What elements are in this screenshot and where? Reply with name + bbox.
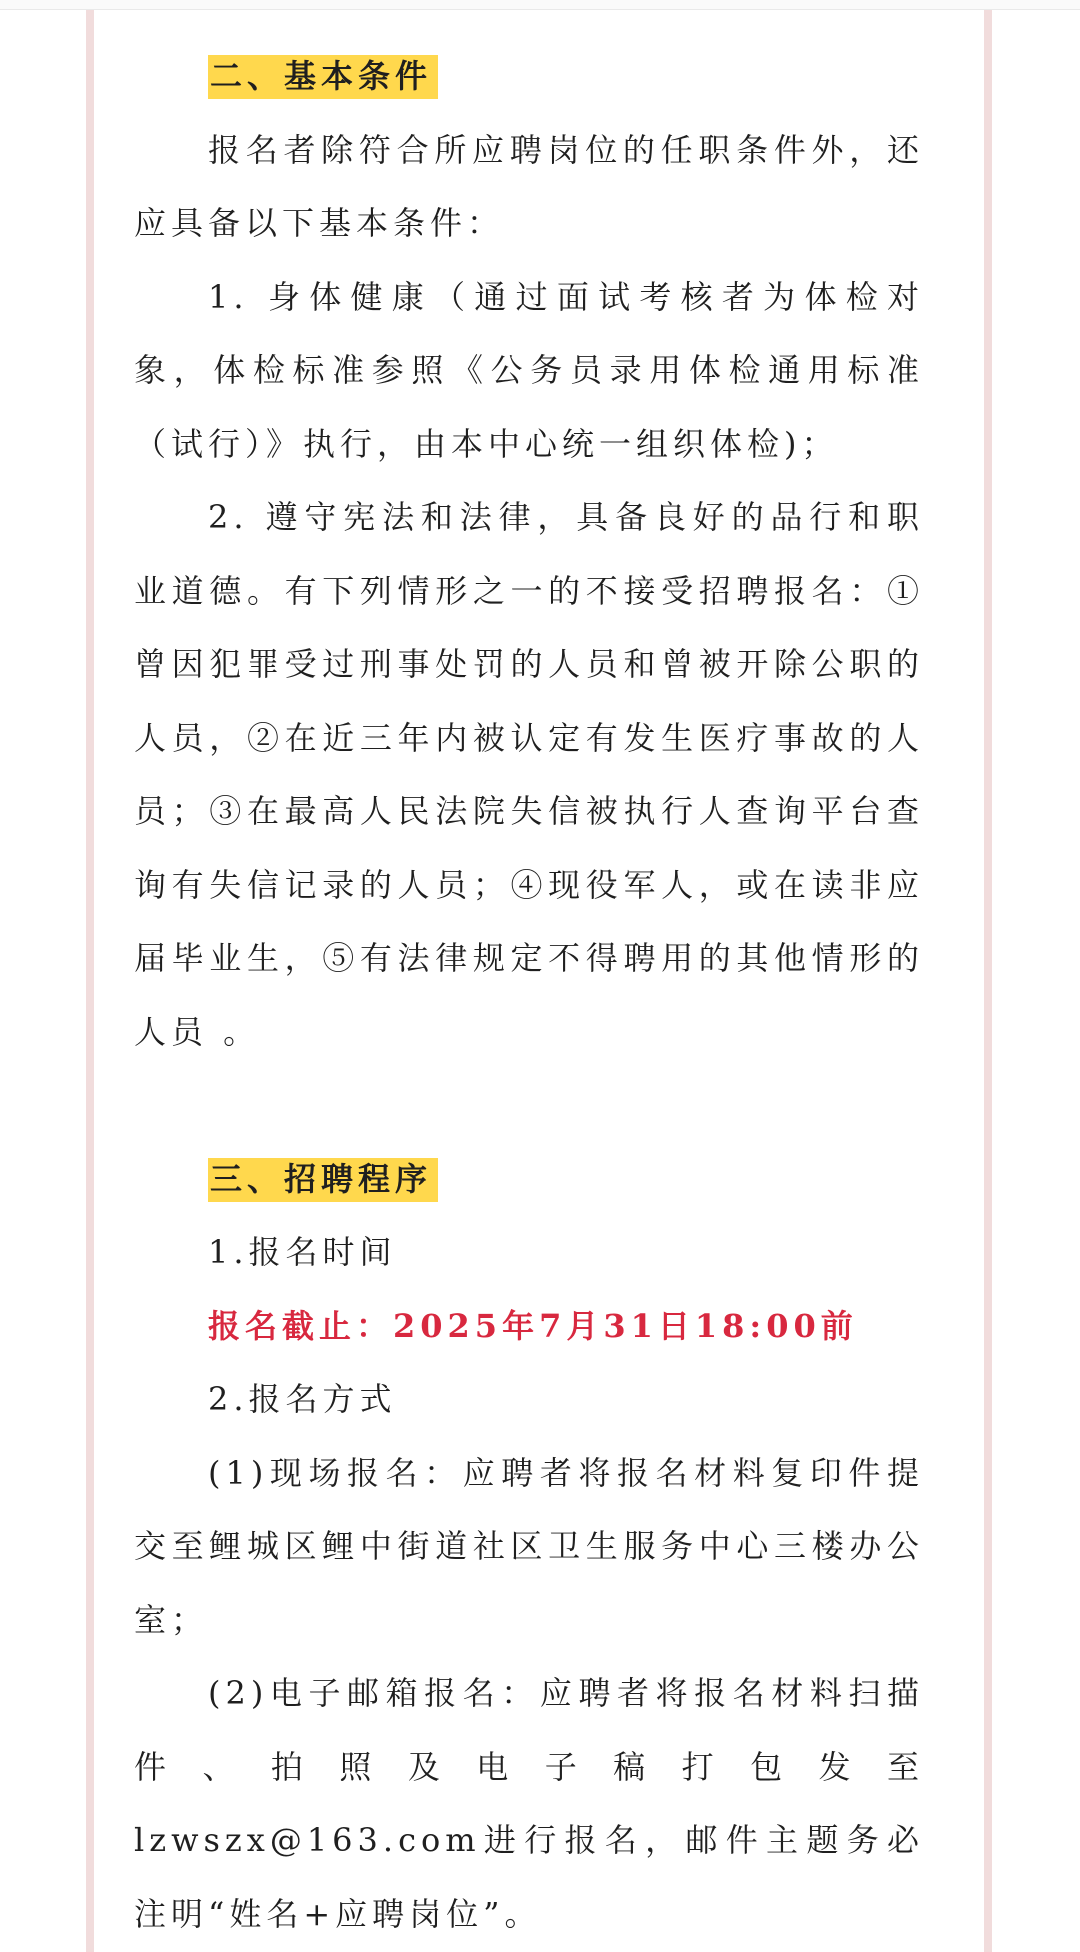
section-heading-basic-conditions: 二、基本条件 [134, 40, 924, 114]
subheading-registration-method: 2.报名方式 [208, 1380, 397, 1418]
section-spacer [134, 1069, 924, 1143]
method-email: (2)电子邮箱报名：应聘者将报名材料扫描件、拍照及电子稿打包发至lzwszx@163.com进行报名，邮件主题务必注明“姓名+应聘岗位”。 [134, 1674, 924, 1933]
condition-health: 1. 身体健康（通过面试考核者为体检对象，体检标准参照《公务员录用体检通用标准（试行）》执行，由本中心统一组织体检)； [134, 277, 924, 463]
section-heading-procedure: 三、招聘程序 [134, 1143, 924, 1217]
intro-paragraph: 报名者除符合所应聘岗位的任职条件外，还应具备以下基本条件： [134, 130, 924, 242]
right-page-border [984, 10, 992, 1952]
condition-law: 2. 遵守宪法和法律，具备良好的品行和职业道德。有下列情形之一的不接受招聘报名：①曾因犯罪受过刑事处罚的人员和曾被开除公职的人员，②在近三年内被认定有发生医疗事故的人员；③在最高人民法院失信被执行人查询平台查询有失信记录的人员；④现役军人，或在读非应届毕业生，⑤有法律规定不得聘用的其他情形的人员 。 [134, 498, 924, 1051]
article-body [134, 40, 924, 1951]
top-divider [0, 0, 1080, 10]
left-page-border [86, 10, 94, 1952]
method-onsite: (1)现场报名：应聘者将报名材料复印件提交至鲤城区鲤中街道社区卫生服务中心三楼办公室； [134, 1453, 924, 1639]
registration-deadline: 报名截止：2025年7月31日18:00前 [208, 1306, 858, 1345]
subheading-registration-time: 1.报名时间 [208, 1233, 397, 1271]
